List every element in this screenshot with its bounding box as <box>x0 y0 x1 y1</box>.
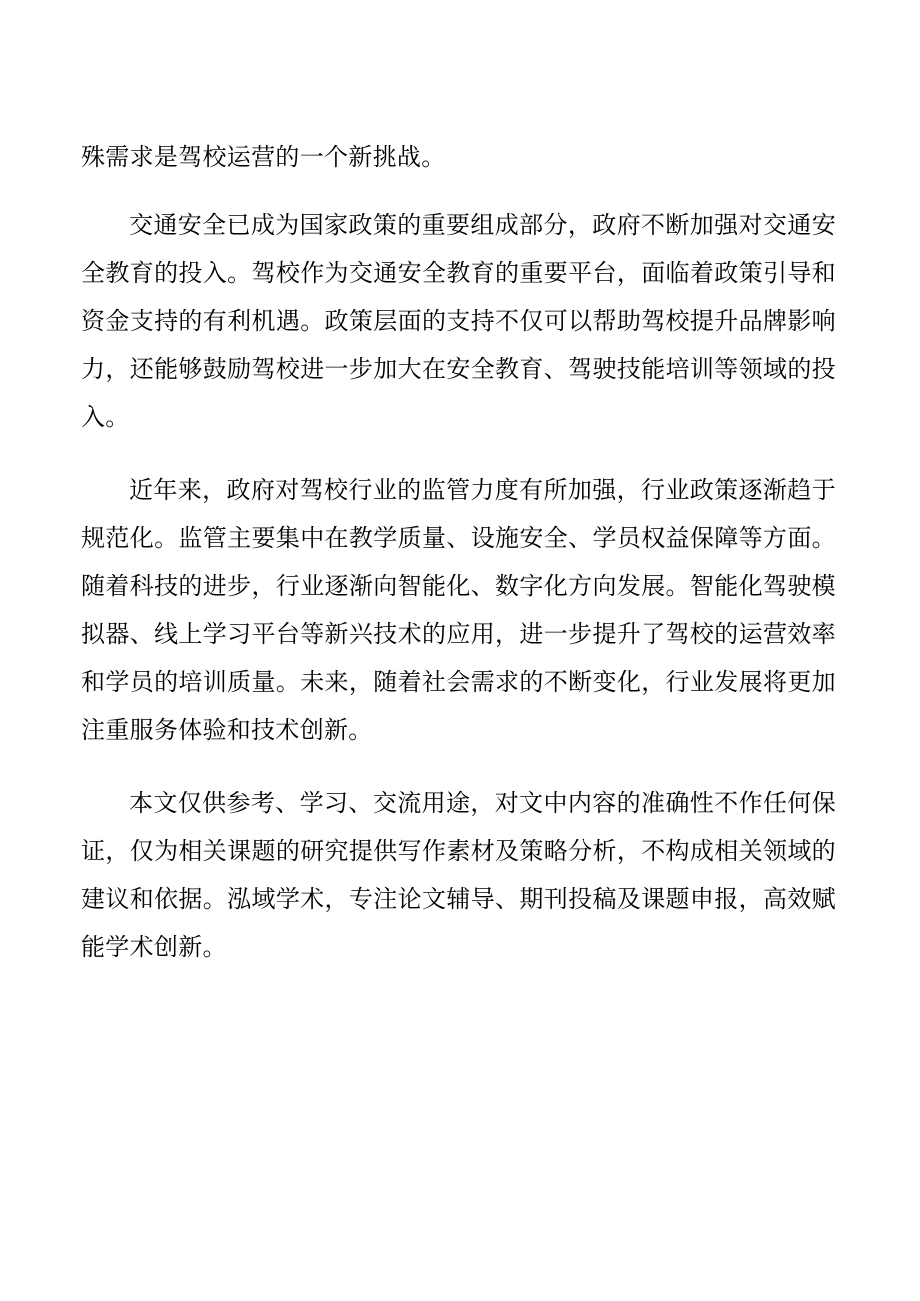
document-body <box>81 133 836 996</box>
paragraph-continuation: 殊需求是驾校运营的一个新挑战。 <box>81 143 446 171</box>
paragraph-policy-support: 交通安全已成为国家政策的重要组成部分，政府不断加强对交通安全教育的投入。驾校作为交通安全教育的重要平台，面临着政策引导和资金支持的有利机遇。政策层面的支持不仅可以帮助驾校提升品牌影响力，还能够鼓励驾校进一步加大在安全教育、驾驶技能培训等领域的投入。 <box>81 211 836 431</box>
paragraph-regulation-trends: 近年来，政府对驾校行业的监管力度有所加强，行业政策逐渐趋于规范化。监管主要集中在教学质量、设施安全、学员权益保障等方面。随着科技的进步，行业逐渐向智能化、数字化方向发展。智能化驾驶模拟器、线上学习平台等新兴技术的应用，进一步提升了驾校的运营效率和学员的培训质量。未来，随着社会需求的不断变化，行业发展将更加注重服务体验和技术创新。 <box>81 476 836 744</box>
paragraph-disclaimer: 本文仅供参考、学习、交流用途，对文中内容的准确性不作任何保证，仅为相关课题的研究提供写作素材及策略分析，不构成相关领域的建议和依据。泓域学术，专注论文辅导、期刊投稿及课题申报，高效赋能学术创新。 <box>81 789 836 961</box>
